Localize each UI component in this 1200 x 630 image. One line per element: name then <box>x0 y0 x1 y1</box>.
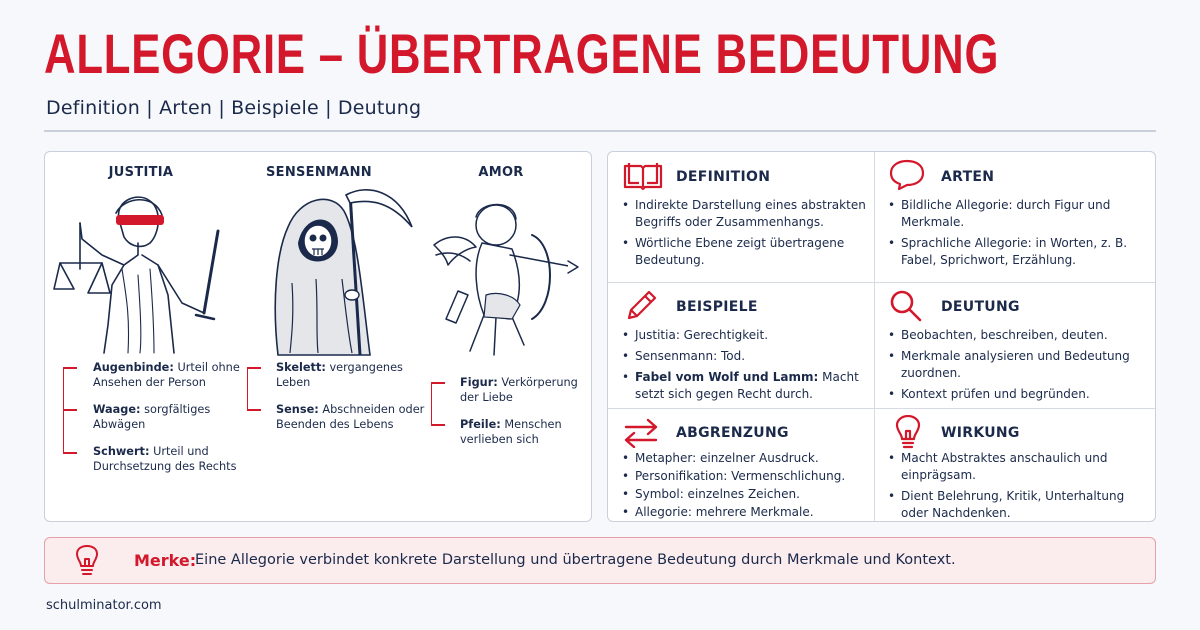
book-icon <box>622 161 664 191</box>
magnifier-icon <box>889 289 923 323</box>
amor-bracket <box>431 382 432 424</box>
header-divider <box>44 130 1156 132</box>
list-item: • Sprachliche Allegorie: in Worten, z. B. Fabel, Sprichwort, Erzählung. <box>888 235 1146 269</box>
card-list-deutung <box>888 327 1146 407</box>
sensenmann-illustration <box>258 183 418 358</box>
speech-bubble-icon <box>887 159 927 191</box>
merke-label: Merke: <box>134 551 197 570</box>
figure-title-sensenmann: SENSENMANN <box>265 165 372 180</box>
merke-box <box>44 537 1156 584</box>
card-title-deutung: DEUTUNG <box>941 299 1020 315</box>
note-skelett: Skelett: vergangenes Leben <box>276 361 403 389</box>
card-list-arten <box>888 197 1146 273</box>
list-item: • Symbol: einzelnes Zeichen. <box>622 486 866 503</box>
note-sense: Sense: Abschneiden oder Beenden des Lebens <box>276 403 425 431</box>
list-item: • Personifikation: Vermenschlichung. <box>622 468 866 485</box>
list-item: • Metapher: einzelner Ausdruck. <box>622 450 866 467</box>
list-item: • Allegorie: mehrere Merkmale. <box>622 504 866 521</box>
swap-arrows-icon <box>622 418 660 448</box>
card-list-definition <box>622 197 866 273</box>
list-item: • Dient Belehrung, Kritik, Unterhaltung oder Nachdenken. <box>888 488 1152 522</box>
amor-illustration <box>424 195 584 360</box>
note-pfeile: Pfeile: Menschen verlieben sich <box>460 418 562 446</box>
sensenmann-bracket <box>247 367 248 409</box>
cards-vertical-divider <box>874 152 875 521</box>
page-title: ALLEGORIE – ÜBERTRAGENE BEDEUTUNG <box>44 22 1000 85</box>
list-item: • Bildliche Allegorie: durch Figur und Merkmale. <box>888 197 1146 231</box>
card-list-wirkung <box>888 450 1152 526</box>
card-title-arten: ARTEN <box>941 169 995 185</box>
card-list-abgrenzung <box>622 450 866 522</box>
card-list-beispiele <box>622 327 866 407</box>
justitia-notes <box>93 360 243 486</box>
amor-notes <box>460 375 580 459</box>
list-item: • Macht Abstraktes anschaulich und einprägsam. <box>888 450 1152 484</box>
pencil-icon <box>625 290 657 322</box>
list-item: • Merkmale analysieren und Bedeutung zuordnen. <box>888 348 1146 382</box>
note-schwert: Schwert: Urteil und Durchsetzung des Rechts <box>93 445 237 473</box>
footer-site: schulminator.com <box>46 598 162 613</box>
card-title-wirkung: WIRKUNG <box>941 425 1020 441</box>
note-augenbinde: Augenbinde: Urteil ohne Ansehen der Person <box>93 361 240 389</box>
merke-text: Eine Allegorie verbindet konkrete Darstellung und übertragene Bedeutung durch Merkmale und Kontext. <box>195 552 956 568</box>
justitia-illustration <box>50 185 230 355</box>
card-title-beispiele: BEISPIELE <box>676 299 758 315</box>
note-figur: Figur: Verkörperung der Liebe <box>460 376 578 404</box>
list-item: • Kontext prüfen und begründen. <box>888 386 1146 403</box>
lightbulb-icon <box>73 544 101 580</box>
lightbulb-icon <box>894 415 922 451</box>
page-subtitle: Definition | Arten | Beispiele | Deutung <box>46 97 422 119</box>
card-title-definition: DEFINITION <box>676 169 771 185</box>
figure-title-amor: AMOR <box>478 165 524 180</box>
list-item: • Justitia: Gerechtigkeit. <box>622 327 866 344</box>
list-item: • Sensenmann: Tod. <box>622 348 866 365</box>
list-item: • Wörtliche Ebene zeigt übertragene Bedeutung. <box>622 235 866 269</box>
sensenmann-notes <box>276 360 426 444</box>
note-waage: Waage: sorgfältiges Abwägen <box>93 403 211 431</box>
card-title-abgrenzung: ABGRENZUNG <box>676 425 789 441</box>
list-item: • Beobachten, beschreiben, deuten. <box>888 327 1146 344</box>
figure-title-justitia: JUSTITIA <box>108 165 174 180</box>
list-item: • Indirekte Darstellung eines abstrakten Begriffs oder Zusammenhangs. <box>622 197 866 231</box>
list-item: • Fabel vom Wolf und Lamm: Macht setzt sich gegen Recht durch. <box>622 369 866 403</box>
cards-divider-2 <box>608 408 1155 409</box>
cards-divider-1 <box>608 282 1155 283</box>
